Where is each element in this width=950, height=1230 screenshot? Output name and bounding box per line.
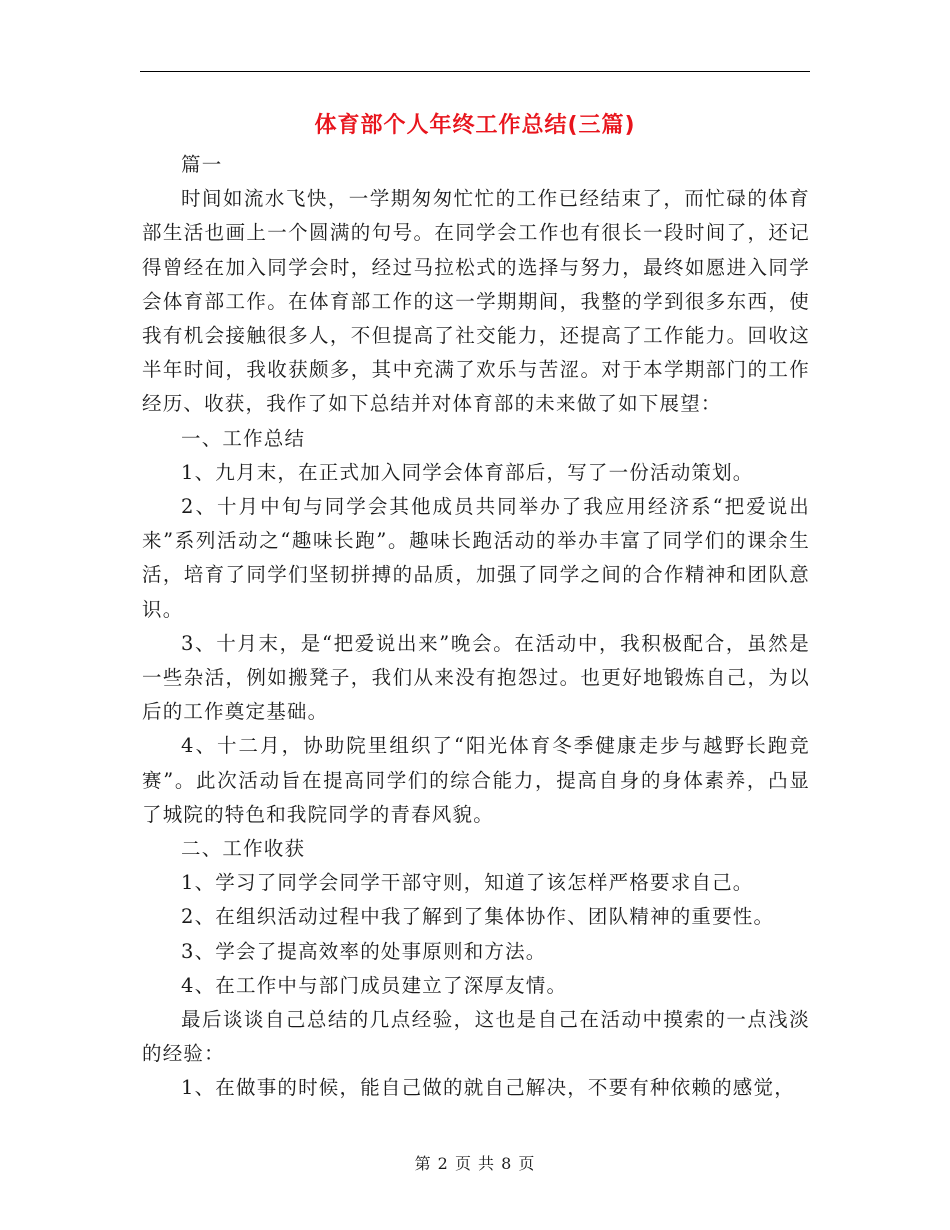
- gains-item-4: 4、在工作中与部门成员建立了深厚友情。: [181, 973, 568, 997]
- document-title: 体育部个人年终工作总结(三篇): [314, 113, 636, 138]
- gains-item-1: 1、学习了同学会同学干部守则，知道了该怎样严格要求自己。: [181, 871, 754, 895]
- summary-item-2: 2、十月中旬与同学会其他成员共同举办了我应用经济系“把爱说出来”系列活动之“趣味长跑”。趣味长跑活动的举办丰富了同学们的课余生活，培育了同学们坚韧拼搏的品质，加强了同学之间的合作精神和团队意识。: [142, 495, 810, 621]
- experience-item-1: 1、在做事的时候，能自己做的就自己解决，不要有种依赖的感觉，: [181, 1076, 795, 1100]
- summary-item-3: 3、十月末，是“把爱说出来”晚会。在活动中，我积极配合，虽然是一些杂活，例如搬凳子，我们从来没有抱怨过。也更好地锻炼自己，为以后的工作奠定基础。: [142, 631, 810, 724]
- summary-item-1: 1、九月末，在正式加入同学会体育部后，写了一份活动策划。: [181, 460, 754, 484]
- page-number-footer: 第 2 页 共 8 页: [414, 1154, 536, 1173]
- summary-item-4: 4、十二月，协助院里组织了“阳光体育冬季健康走步与越野长跑竞赛”。此次活动旨在提高同学们的综合能力，提高自身的身体素养，凸显了城院的特色和我院同学的青春风貌。: [142, 734, 810, 826]
- section-heading-work-summary: 一、工作总结: [181, 426, 306, 450]
- gains-item-3: 3、学会了提高效率的处事原则和方法。: [181, 939, 547, 963]
- header-rule: [140, 71, 810, 72]
- document-body: [142, 148, 810, 1106]
- gains-item-2: 2、在组织活动过程中我了解到了集体协作、团队精神的重要性。: [181, 905, 775, 929]
- experience-intro-paragraph: 最后谈谈自己总结的几点经验，这也是自己在活动中摸索的一点浅淡的经验：: [142, 1008, 810, 1066]
- section-heading-work-gains: 二、工作收获: [181, 837, 306, 861]
- intro-paragraph: 时间如流水飞快，一学期匆匆忙忙的工作已经结束了，而忙碌的体育部生活也画上一个圆满的句号。在同学会工作也有很长一段时间了，还记得曾经在加入同学会时，经过马拉松式的选择与努力，最终如愿进入同学会体育部工作。在体育部工作的这一学期期间，我整的学到很多东西，使我有机会接触很多人，不但提高了社交能力，还提高了工作能力。回收这半年时间，我收获颇多，其中充满了欢乐与苦涩。对于本学期部门的工作经历、收获，我作了如下总结并对体育部的未来做了如下展望：: [142, 187, 810, 416]
- section-heading-part-one: 篇一: [181, 153, 223, 176]
